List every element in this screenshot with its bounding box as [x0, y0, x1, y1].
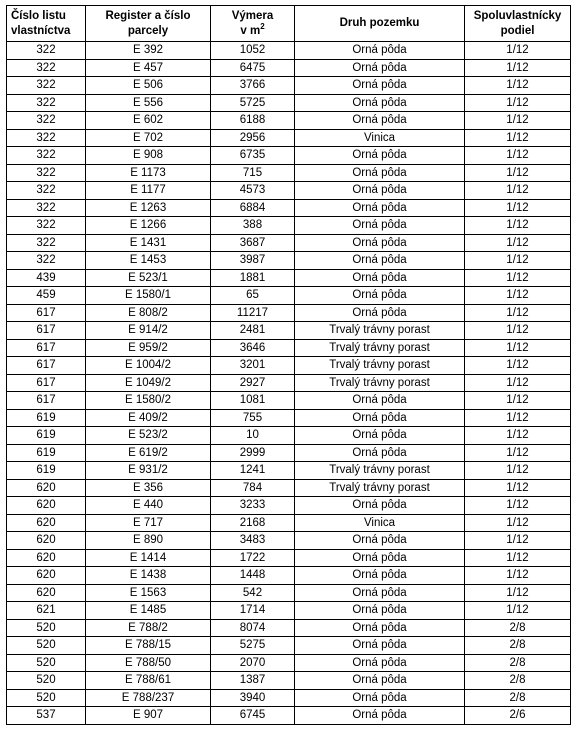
- cell-land-type: Orná pôda: [295, 672, 465, 690]
- cell-register-parcel: E 890: [86, 532, 211, 550]
- table-row: [7, 654, 571, 672]
- table-row: [7, 182, 571, 200]
- table-row: [7, 129, 571, 147]
- cell-land-type: Orná pôda: [295, 94, 465, 112]
- cell-ownership-share: 1/12: [465, 164, 571, 182]
- cell-register-parcel: E 1173: [86, 164, 211, 182]
- table-header: [7, 6, 571, 42]
- cell-register-parcel: E 1004/2: [86, 357, 211, 375]
- cell-area: 6745: [211, 707, 295, 725]
- cell-ownership-share: 2/8: [465, 637, 571, 655]
- table-row: [7, 147, 571, 165]
- table-row: [7, 444, 571, 462]
- cell-area: 5275: [211, 637, 295, 655]
- cell-owner-list-number: 459: [7, 287, 86, 305]
- cell-ownership-share: 1/12: [465, 339, 571, 357]
- table-row: [7, 584, 571, 602]
- cell-register-parcel: E 1414: [86, 549, 211, 567]
- cell-land-type: Orná pôda: [295, 532, 465, 550]
- cell-area: 4573: [211, 182, 295, 200]
- table-row: [7, 322, 571, 340]
- cell-ownership-share: 1/12: [465, 147, 571, 165]
- cell-ownership-share: 1/12: [465, 269, 571, 287]
- cell-owner-list-number: 619: [7, 444, 86, 462]
- cell-ownership-share: 2/8: [465, 619, 571, 637]
- header-land-type-label: Druh pozemku: [339, 17, 420, 29]
- cell-register-parcel: E 1266: [86, 217, 211, 235]
- cell-ownership-share: 1/12: [465, 602, 571, 620]
- cell-owner-list-number: 520: [7, 619, 86, 637]
- cell-land-type: Trvalý trávny porast: [295, 322, 465, 340]
- cell-owner-list-number: 620: [7, 567, 86, 585]
- cell-owner-list-number: 537: [7, 707, 86, 725]
- cell-ownership-share: 1/12: [465, 112, 571, 130]
- cell-owner-list-number: 617: [7, 374, 86, 392]
- cell-land-type: Orná pôda: [295, 182, 465, 200]
- cell-ownership-share: 1/12: [465, 409, 571, 427]
- table-row: [7, 532, 571, 550]
- header-share-line1: Spoluvlastnícky: [473, 9, 562, 22]
- cell-owner-list-number: 322: [7, 234, 86, 252]
- table-row: [7, 42, 571, 60]
- cell-ownership-share: 1/12: [465, 567, 571, 585]
- cell-land-type: Trvalý trávny porast: [295, 479, 465, 497]
- cell-area: 1714: [211, 602, 295, 620]
- cell-ownership-share: 2/6: [465, 707, 571, 725]
- cell-land-type: Orná pôda: [295, 567, 465, 585]
- cell-owner-list-number: 617: [7, 339, 86, 357]
- table-row: [7, 602, 571, 620]
- cell-land-type: Orná pôda: [295, 619, 465, 637]
- cell-owner-list-number: 322: [7, 77, 86, 95]
- cell-owner-list-number: 620: [7, 584, 86, 602]
- cell-land-type: Orná pôda: [295, 164, 465, 182]
- cell-area: 1052: [211, 42, 295, 60]
- table-row: [7, 164, 571, 182]
- cell-owner-list-number: 322: [7, 252, 86, 270]
- cell-register-parcel: E 1438: [86, 567, 211, 585]
- cell-land-type: Orná pôda: [295, 707, 465, 725]
- cell-register-parcel: E 457: [86, 59, 211, 77]
- cell-owner-list-number: 620: [7, 549, 86, 567]
- cell-area: 6188: [211, 112, 295, 130]
- cell-area: 784: [211, 479, 295, 497]
- cell-ownership-share: 1/12: [465, 252, 571, 270]
- cell-area: 3940: [211, 689, 295, 707]
- cell-register-parcel: E 1580/2: [86, 392, 211, 410]
- cell-register-parcel: E 959/2: [86, 339, 211, 357]
- header-register-parcel: [86, 6, 211, 42]
- cell-owner-list-number: 617: [7, 322, 86, 340]
- cell-register-parcel: E 506: [86, 77, 211, 95]
- cell-land-type: Orná pôda: [295, 77, 465, 95]
- cell-register-parcel: E 1485: [86, 602, 211, 620]
- cell-register-parcel: E 788/61: [86, 672, 211, 690]
- cell-ownership-share: 1/12: [465, 182, 571, 200]
- cell-area: 3766: [211, 77, 295, 95]
- cell-register-parcel: E 1263: [86, 199, 211, 217]
- cell-owner-list-number: 322: [7, 164, 86, 182]
- cell-land-type: Orná pôda: [295, 584, 465, 602]
- cell-area: 755: [211, 409, 295, 427]
- cell-area: 11217: [211, 304, 295, 322]
- cell-register-parcel: E 1049/2: [86, 374, 211, 392]
- cell-land-type: Trvalý trávny porast: [295, 462, 465, 480]
- cell-area: 2999: [211, 444, 295, 462]
- cell-ownership-share: 1/12: [465, 199, 571, 217]
- cell-register-parcel: E 523/1: [86, 269, 211, 287]
- cell-register-parcel: E 914/2: [86, 322, 211, 340]
- table-row: [7, 94, 571, 112]
- cell-land-type: Orná pôda: [295, 112, 465, 130]
- cell-land-type: Trvalý trávny porast: [295, 339, 465, 357]
- cell-land-type: Orná pôda: [295, 287, 465, 305]
- table-row: [7, 427, 571, 445]
- cell-ownership-share: 1/12: [465, 514, 571, 532]
- parcel-table: [6, 5, 571, 725]
- table-row: [7, 59, 571, 77]
- cell-land-type: Orná pôda: [295, 252, 465, 270]
- table-row: [7, 357, 571, 375]
- table-row: [7, 77, 571, 95]
- table-row: [7, 462, 571, 480]
- cell-land-type: Orná pôda: [295, 654, 465, 672]
- cell-land-type: Orná pôda: [295, 59, 465, 77]
- header-row: [7, 6, 571, 42]
- table-row: [7, 234, 571, 252]
- cell-owner-list-number: 322: [7, 182, 86, 200]
- cell-ownership-share: 1/12: [465, 217, 571, 235]
- header-area-line1: Výmera: [231, 9, 274, 22]
- cell-area: 3233: [211, 497, 295, 515]
- cell-ownership-share: 1/12: [465, 59, 571, 77]
- header-share-line2: podiel: [500, 24, 535, 37]
- cell-owner-list-number: 322: [7, 217, 86, 235]
- cell-ownership-share: 2/8: [465, 654, 571, 672]
- cell-land-type: Trvalý trávny porast: [295, 357, 465, 375]
- cell-register-parcel: E 907: [86, 707, 211, 725]
- table-row: [7, 619, 571, 637]
- cell-ownership-share: 2/8: [465, 672, 571, 690]
- table-row: [7, 287, 571, 305]
- cell-land-type: Trvalý trávny porast: [295, 374, 465, 392]
- cell-owner-list-number: 617: [7, 304, 86, 322]
- cell-land-type: Vinica: [295, 514, 465, 532]
- cell-area: 1448: [211, 567, 295, 585]
- cell-ownership-share: 1/12: [465, 94, 571, 112]
- cell-register-parcel: E 931/2: [86, 462, 211, 480]
- cell-owner-list-number: 322: [7, 94, 86, 112]
- table-row: [7, 304, 571, 322]
- cell-land-type: Orná pôda: [295, 409, 465, 427]
- cell-area: 1387: [211, 672, 295, 690]
- table-row: [7, 707, 571, 725]
- cell-land-type: Orná pôda: [295, 42, 465, 60]
- cell-owner-list-number: 520: [7, 689, 86, 707]
- table-row: [7, 514, 571, 532]
- table-row: [7, 637, 571, 655]
- cell-owner-list-number: 620: [7, 497, 86, 515]
- table-row: [7, 269, 571, 287]
- cell-owner-list-number: 620: [7, 479, 86, 497]
- header-owner-list-number: [7, 6, 86, 42]
- cell-land-type: Orná pôda: [295, 199, 465, 217]
- cell-register-parcel: E 702: [86, 129, 211, 147]
- cell-land-type: Orná pôda: [295, 147, 465, 165]
- cell-ownership-share: 1/12: [465, 287, 571, 305]
- cell-area: 3201: [211, 357, 295, 375]
- table-row: [7, 392, 571, 410]
- cell-area: 2070: [211, 654, 295, 672]
- cell-ownership-share: 1/12: [465, 129, 571, 147]
- cell-ownership-share: 1/12: [465, 532, 571, 550]
- table-row: [7, 549, 571, 567]
- cell-area: 10: [211, 427, 295, 445]
- cell-area: 6884: [211, 199, 295, 217]
- table-row: [7, 409, 571, 427]
- header-owner-list-line2: vlastníctva: [11, 24, 71, 37]
- cell-ownership-share: 1/12: [465, 42, 571, 60]
- cell-register-parcel: E 1580/1: [86, 287, 211, 305]
- cell-owner-list-number: 620: [7, 532, 86, 550]
- cell-land-type: Orná pôda: [295, 392, 465, 410]
- table-row: [7, 217, 571, 235]
- cell-land-type: Orná pôda: [295, 444, 465, 462]
- header-area: [211, 6, 295, 42]
- table-row: [7, 199, 571, 217]
- cell-ownership-share: 1/12: [465, 392, 571, 410]
- cell-land-type: Orná pôda: [295, 427, 465, 445]
- cell-area: 715: [211, 164, 295, 182]
- cell-register-parcel: E 1177: [86, 182, 211, 200]
- cell-land-type: Orná pôda: [295, 689, 465, 707]
- table-row: [7, 567, 571, 585]
- cell-ownership-share: 1/12: [465, 549, 571, 567]
- cell-register-parcel: E 440: [86, 497, 211, 515]
- cell-area: 3687: [211, 234, 295, 252]
- cell-area: 542: [211, 584, 295, 602]
- cell-area: 2481: [211, 322, 295, 340]
- cell-register-parcel: E 1563: [86, 584, 211, 602]
- cell-area: 1881: [211, 269, 295, 287]
- cell-owner-list-number: 619: [7, 462, 86, 480]
- header-area-superscript: 2: [260, 21, 265, 31]
- header-register-line2: parcely: [127, 24, 169, 37]
- header-land-type: [295, 6, 465, 42]
- cell-area: 1081: [211, 392, 295, 410]
- table-row: [7, 689, 571, 707]
- cell-ownership-share: 2/8: [465, 689, 571, 707]
- cell-ownership-share: 1/12: [465, 584, 571, 602]
- cell-land-type: Orná pôda: [295, 234, 465, 252]
- cell-owner-list-number: 619: [7, 409, 86, 427]
- cell-area: 6735: [211, 147, 295, 165]
- cell-ownership-share: 1/12: [465, 234, 571, 252]
- cell-register-parcel: E 356: [86, 479, 211, 497]
- cell-ownership-share: 1/12: [465, 77, 571, 95]
- cell-land-type: Orná pôda: [295, 602, 465, 620]
- cell-owner-list-number: 617: [7, 392, 86, 410]
- cell-register-parcel: E 619/2: [86, 444, 211, 462]
- cell-owner-list-number: 439: [7, 269, 86, 287]
- cell-ownership-share: 1/12: [465, 374, 571, 392]
- cell-ownership-share: 1/12: [465, 304, 571, 322]
- cell-owner-list-number: 619: [7, 427, 86, 445]
- cell-ownership-share: 1/12: [465, 497, 571, 515]
- cell-ownership-share: 1/12: [465, 444, 571, 462]
- cell-ownership-share: 1/12: [465, 357, 571, 375]
- header-ownership-share: [465, 6, 571, 42]
- cell-register-parcel: E 523/2: [86, 427, 211, 445]
- table-row: [7, 672, 571, 690]
- cell-land-type: Orná pôda: [295, 637, 465, 655]
- cell-area: 388: [211, 217, 295, 235]
- cell-register-parcel: E 556: [86, 94, 211, 112]
- cell-register-parcel: E 788/237: [86, 689, 211, 707]
- cell-owner-list-number: 322: [7, 129, 86, 147]
- table-row: [7, 479, 571, 497]
- cell-land-type: Orná pôda: [295, 497, 465, 515]
- cell-area: 1722: [211, 549, 295, 567]
- cell-register-parcel: E 602: [86, 112, 211, 130]
- cell-land-type: Orná pôda: [295, 217, 465, 235]
- cell-register-parcel: E 1431: [86, 234, 211, 252]
- cell-owner-list-number: 322: [7, 59, 86, 77]
- cell-register-parcel: E 717: [86, 514, 211, 532]
- cell-register-parcel: E 908: [86, 147, 211, 165]
- header-register-line1: Register a číslo: [105, 9, 191, 22]
- table-row: [7, 497, 571, 515]
- cell-area: 8074: [211, 619, 295, 637]
- cell-register-parcel: E 788/2: [86, 619, 211, 637]
- cell-area: 2927: [211, 374, 295, 392]
- cell-land-type: Vinica: [295, 129, 465, 147]
- cell-register-parcel: E 409/2: [86, 409, 211, 427]
- cell-owner-list-number: 617: [7, 357, 86, 375]
- cell-area: 2168: [211, 514, 295, 532]
- cell-register-parcel: E 1453: [86, 252, 211, 270]
- cell-ownership-share: 1/12: [465, 322, 571, 340]
- cell-area: 65: [211, 287, 295, 305]
- table-body: [7, 42, 571, 725]
- table-row: [7, 112, 571, 130]
- cell-register-parcel: E 788/15: [86, 637, 211, 655]
- header-owner-list-line1: Číslo listu: [11, 9, 66, 22]
- cell-land-type: Orná pôda: [295, 549, 465, 567]
- cell-area: 2956: [211, 129, 295, 147]
- cell-register-parcel: E 788/50: [86, 654, 211, 672]
- cell-register-parcel: E 392: [86, 42, 211, 60]
- cell-area: 1241: [211, 462, 295, 480]
- cell-ownership-share: 1/12: [465, 462, 571, 480]
- table-row: [7, 339, 571, 357]
- cell-owner-list-number: 520: [7, 672, 86, 690]
- cell-owner-list-number: 620: [7, 514, 86, 532]
- table-row: [7, 374, 571, 392]
- cell-land-type: Orná pôda: [295, 304, 465, 322]
- table-row: [7, 252, 571, 270]
- cell-owner-list-number: 621: [7, 602, 86, 620]
- cell-owner-list-number: 322: [7, 147, 86, 165]
- cell-owner-list-number: 520: [7, 654, 86, 672]
- cell-land-type: Orná pôda: [295, 269, 465, 287]
- cell-area: 3987: [211, 252, 295, 270]
- cell-area: 6475: [211, 59, 295, 77]
- cell-owner-list-number: 322: [7, 199, 86, 217]
- cell-ownership-share: 1/12: [465, 427, 571, 445]
- header-area-line2: v m: [240, 24, 261, 37]
- cell-owner-list-number: 520: [7, 637, 86, 655]
- cell-owner-list-number: 322: [7, 42, 86, 60]
- cell-register-parcel: E 808/2: [86, 304, 211, 322]
- cell-owner-list-number: 322: [7, 112, 86, 130]
- cell-area: 3483: [211, 532, 295, 550]
- cell-ownership-share: 1/12: [465, 479, 571, 497]
- cell-area: 3646: [211, 339, 295, 357]
- cell-area: 5725: [211, 94, 295, 112]
